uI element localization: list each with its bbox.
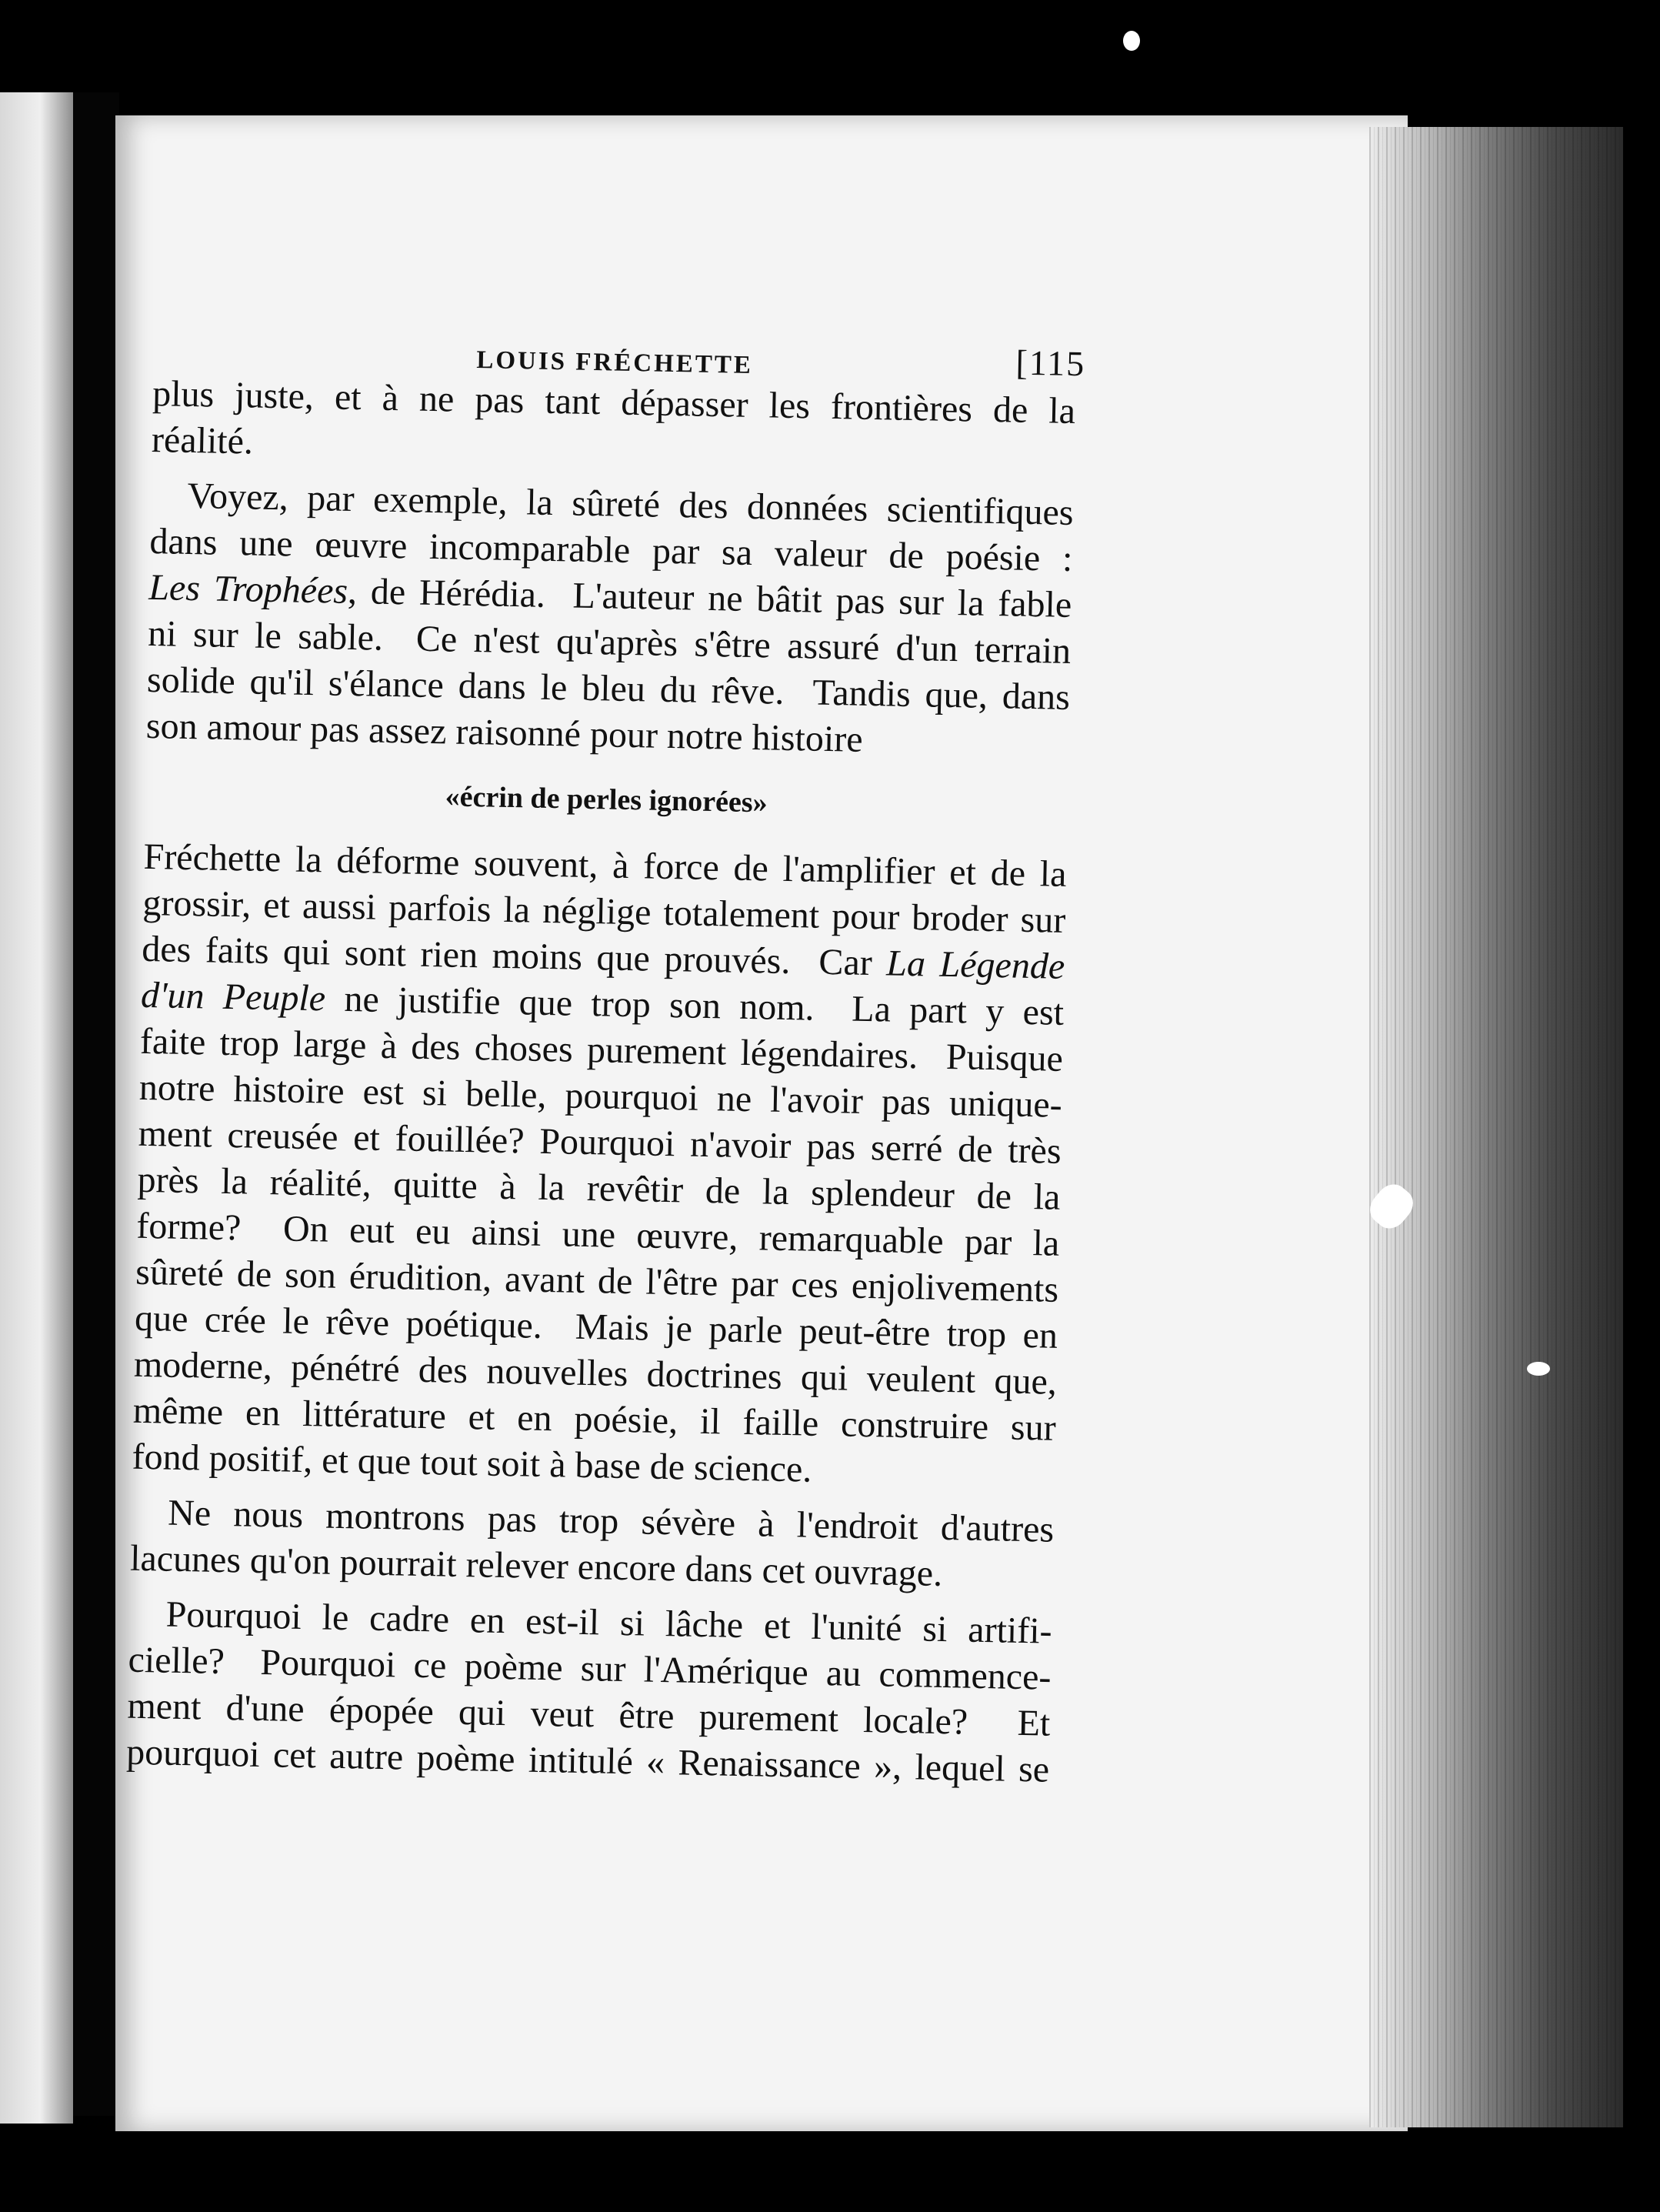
text-line: lacunes qu'on pourrait relever encore dans cet ouvrage.	[129, 1537, 943, 1594]
paragraph-5	[126, 1591, 1052, 1793]
text-line: même en littérature et en poésie, il faille construire sur	[132, 1390, 1057, 1449]
text-line: Voyez, par exemple, la sûreté des données scientifiques	[187, 475, 1074, 533]
text-line: plus juste, et à ne pas tant dépasser les frontières de la	[152, 372, 1076, 432]
text-line: réalité.	[151, 419, 254, 462]
text-line: Pourquoi le cadre en est-il si lâche et l'unité si artifi-	[165, 1593, 1053, 1652]
text-line: solide qu'il s'élance dans le bleu du rêve. Tandis que, dans	[146, 659, 1071, 718]
scan-speck	[1527, 1362, 1550, 1376]
text-line: que crée le rêve poétique. Mais je parle peut-être trop en	[134, 1297, 1058, 1356]
text-line: Fréchette la déforme souvent, à force de l'amplifier et de la	[143, 836, 1067, 895]
text-line: pourquoi cet autre poème intitulé « Renaissance », lequel se	[125, 1731, 1050, 1790]
page-text	[125, 323, 1086, 1793]
text-line: près la réalité, quitte à la revêtir de la splendeur de la	[137, 1159, 1061, 1218]
paragraph-4	[130, 1490, 1055, 1600]
italic-title: d'un Peuple	[140, 974, 326, 1019]
text-line: moderne, pénétré des nouvelles doctrines qui veulent que,	[133, 1343, 1058, 1403]
book-gutter	[73, 92, 119, 2116]
scan-speck	[1123, 31, 1140, 51]
text-line: grossir, et aussi parfois la néglige totalement pour broder sur	[142, 882, 1066, 941]
text-line: forme? On eut eu ainsi une œuvre, remarquable par la	[135, 1205, 1060, 1264]
running-title: LOUIS FRÉCHETTE	[476, 346, 754, 379]
paragraph-2	[145, 472, 1074, 767]
text-line: Ne nous montrons pas trop sévère à l'endroit d'autres	[167, 1492, 1055, 1550]
paragraph-3	[132, 834, 1067, 1498]
text-line: cielle? Pourquoi ce poème sur l'Amérique au commence-	[128, 1639, 1052, 1698]
page-stack-edge	[1369, 127, 1623, 2127]
text-line: Les Trophées, de Hérédia. L'auteur ne bâtit pas sur la fable	[148, 566, 1072, 626]
text-line: dans une œuvre incomparable par sa valeur de poésie :	[149, 520, 1073, 579]
text-line: sûreté de son érudition, avant de l'être par ces enjolivements	[135, 1251, 1059, 1310]
text-line: fond positif, et que tout soit à base de science.	[132, 1436, 812, 1490]
text-line: ment d'une épopée qui veut être purement locale? Et	[126, 1685, 1051, 1744]
text-line: notre histoire est si belle, pourquoi ne l'avoir pas unique-	[138, 1066, 1063, 1126]
text-line: d'un Peuple ne justifie que trop son nom. La part y est	[140, 974, 1065, 1033]
page-number: [115	[1015, 342, 1086, 384]
text-line: son amour pas assez raisonné pour notre histoire	[145, 705, 864, 760]
left-page-edge	[0, 92, 73, 2124]
text-line: des faits qui sont rien moins que prouvés. Car La Légende	[141, 928, 1065, 987]
text-line: ment creusée et fouillée? Pourquoi n'avoir pas serré de très	[138, 1113, 1062, 1172]
italic-title: Les Trophées	[148, 566, 348, 612]
text-line: ni sur le sable. Ce n'est qu'après s'être assuré d'un terrain	[147, 612, 1072, 672]
text-line: faite trop large à des choses purement légendaires. Puisque	[139, 1020, 1064, 1079]
italic-title: La Légende	[885, 943, 1065, 987]
quotation: «écrin de perles ignorées»	[445, 780, 768, 819]
